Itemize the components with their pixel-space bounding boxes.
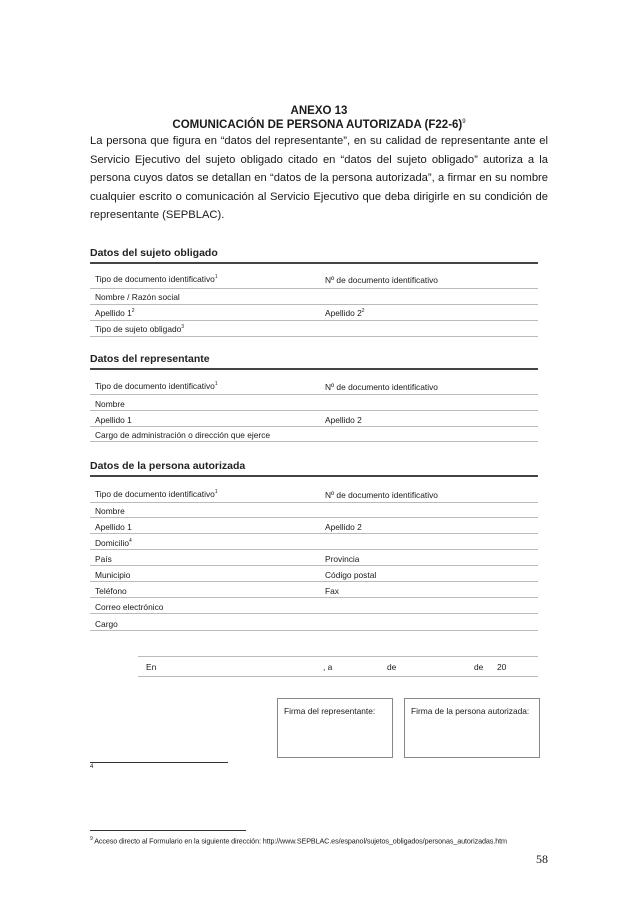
label-tipo-doc: Tipo de documento identificativo$^1$ bbox=[95, 274, 218, 284]
label-pais: País bbox=[95, 554, 112, 564]
footnote bbox=[90, 836, 507, 845]
label-nombre: Nombre bbox=[95, 399, 125, 409]
signature-label: Firma del representante: bbox=[284, 706, 376, 716]
label-num-doc: Nº de documento identificativo bbox=[325, 382, 438, 392]
form-footnote-mark: 4 bbox=[90, 764, 94, 770]
intro-paragraph: La persona que figura en “datos del representante”, en su calidad de representante ante el Servicio Ejecutivo del sujeto obligado citado en “datos del sujeto obligado” autoriza a la persona cuyos datos se detallan en “datos de la persona autorizada”, a firmar en su nombre cualquier escrito o comunicación al Servicio Ejecutivo que deba dirigirle en su condición de representante (SEPBLAC). bbox=[90, 135, 548, 221]
section-rule bbox=[90, 475, 538, 477]
title-footnote-ref[interactable]: 9 bbox=[462, 119, 466, 126]
row-rule bbox=[90, 613, 538, 614]
row-rule bbox=[90, 441, 538, 442]
signature-box-representante[interactable] bbox=[277, 698, 393, 758]
label-correo: Correo electrónico bbox=[95, 602, 164, 612]
section-rule bbox=[90, 262, 538, 264]
row-rule bbox=[90, 304, 538, 305]
date-en-label: En bbox=[146, 662, 157, 672]
label-nombre: Nombre bbox=[95, 506, 125, 516]
label-cargo: Cargo bbox=[95, 619, 118, 629]
signature-box-autorizada[interactable] bbox=[404, 698, 540, 758]
date-row-rule bbox=[138, 676, 538, 677]
label-codigo-postal: Código postal bbox=[325, 570, 377, 580]
footnote-text[interactable]: Acceso directo al Formulario en la siguiente dirección: http://www.SEPBLAC.es/espanol/sujetos_obligados/personas_autorizadas.htm bbox=[94, 836, 507, 846]
annex-heading: ANEXO 13 bbox=[290, 105, 348, 117]
date-row-rule bbox=[138, 656, 538, 657]
label-apellido1: Apellido 1 bbox=[95, 522, 132, 532]
title-text: COMUNICACIÓN DE PERSONA AUTORIZADA (F22-6) bbox=[172, 119, 463, 131]
row-rule bbox=[90, 502, 538, 503]
date-de-label: de bbox=[474, 662, 484, 672]
form-footnote-rule bbox=[90, 762, 228, 763]
label-fax: Fax bbox=[325, 586, 339, 596]
label-nombre: Nombre / Razón social bbox=[95, 292, 180, 302]
footnote-number: 9 bbox=[90, 836, 93, 842]
date-year-label: 20 bbox=[497, 662, 507, 672]
label-apellido2: Apellido 2 bbox=[325, 415, 362, 425]
label-provincia: Provincia bbox=[325, 554, 360, 564]
row-rule bbox=[90, 517, 538, 518]
label-num-doc: Nº de documento identificativo bbox=[325, 490, 438, 500]
row-rule bbox=[90, 581, 538, 582]
row-rule bbox=[90, 565, 538, 566]
row-rule bbox=[90, 394, 538, 395]
row-rule bbox=[90, 336, 538, 337]
label-telefono: Teléfono bbox=[95, 586, 127, 596]
signature-label: Firma de la persona autorizada: bbox=[411, 706, 530, 716]
section-title-autorizada: Datos de la persona autorizada bbox=[90, 460, 246, 472]
row-rule bbox=[90, 533, 538, 534]
row-rule bbox=[90, 410, 538, 411]
label-cargo: Cargo de administración o dirección que ejerce bbox=[95, 430, 271, 440]
label-apellido1: Apellido $1^2$ bbox=[95, 308, 135, 318]
row-rule bbox=[90, 426, 538, 427]
label-tipo-doc: Tipo de documento identificativo$^1$ bbox=[95, 381, 218, 391]
footnote-rule bbox=[90, 830, 246, 831]
date-de-label: de bbox=[387, 662, 397, 672]
label-apellido1: Apellido 1 bbox=[95, 415, 132, 425]
label-municipio: Municipio bbox=[95, 570, 131, 580]
label-apellido2: Apellido 2 bbox=[325, 522, 362, 532]
row-rule bbox=[90, 320, 538, 321]
section-rule bbox=[90, 368, 538, 370]
section-title-sujeto: Datos del sujeto obligado bbox=[90, 247, 218, 259]
label-apellido2: Apellido $2^2$ bbox=[325, 308, 365, 318]
date-a-label: , a bbox=[323, 662, 333, 672]
label-tipo-sujeto: Tipo de sujeto obligado$^3$ bbox=[95, 324, 185, 334]
row-rule bbox=[90, 549, 538, 550]
row-rule bbox=[90, 630, 538, 631]
page-number: 58 bbox=[536, 852, 548, 866]
label-domicilio: Domicilio$^4$ bbox=[95, 538, 132, 548]
section-title-representante: Datos del representante bbox=[90, 353, 210, 365]
row-rule bbox=[90, 288, 538, 289]
label-tipo-doc: Tipo de documento identificativo$^1$ bbox=[95, 489, 218, 499]
label-num-doc: Nº de documento identificativo bbox=[325, 275, 438, 285]
row-rule bbox=[90, 597, 538, 598]
